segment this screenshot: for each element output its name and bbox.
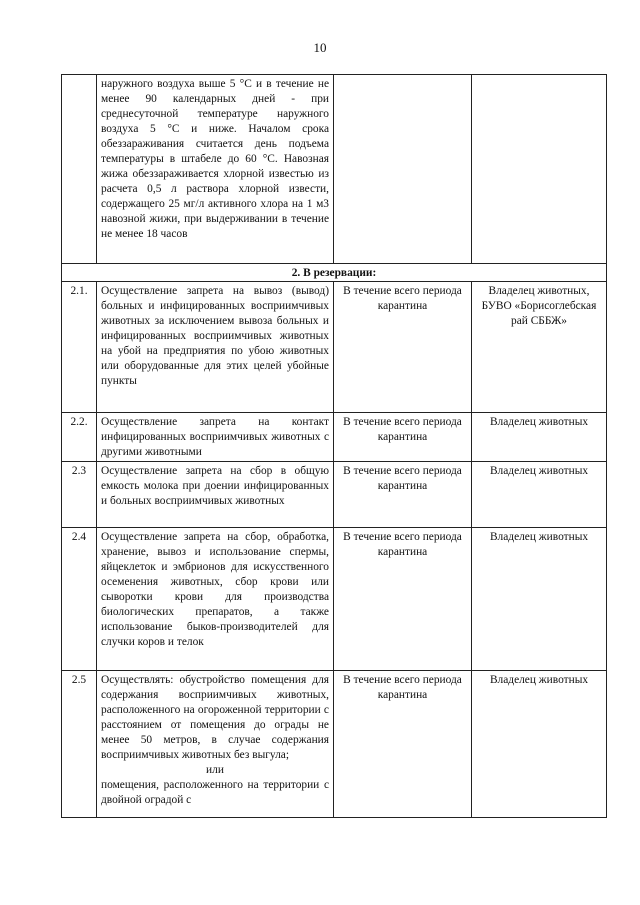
responsible-cell: Владелец животных bbox=[472, 671, 607, 818]
row-number: 2.1. bbox=[62, 282, 97, 413]
action-cell bbox=[97, 671, 334, 818]
action-or-text: или bbox=[206, 764, 224, 776]
action-cell: Осуществление запрета на вывоз (вывод) больных и инфицированных восприимчивых животных за исключением вывоза больных и инфицированных восприимчивых животных на убой на предприятия по убою животных или оборудованные для этих целей убойные пункты bbox=[97, 282, 334, 413]
action-cell: Осуществление запрета на контакт инфицированных восприимчивых животных с другими животными bbox=[97, 413, 334, 462]
row-number: 2.5 bbox=[62, 671, 97, 818]
action-cell: наружного воздуха выше 5 °С и в течение не менее 90 календарных дней - при среднесуточной температуре наружного воздуха 5 °С и ниже. Началом срока обеззараживания считается день подъема температуры в штабеле до 60 °С. Навозная жижа обеззараживается хлорной известью из расчета 0,5 л раствора хлорной извести, содержащего 25 мг/л активного хлора на 1 м3 навозной жижи, при выдерживании в течение не менее 18 часов bbox=[97, 75, 334, 264]
responsible-cell: Владелец животных, БУВО «Борисоглебская рай СББЖ» bbox=[472, 282, 607, 413]
table-row bbox=[62, 671, 607, 818]
table-row bbox=[62, 413, 607, 462]
table-row-continuation bbox=[62, 75, 607, 264]
term-cell: В течение всего периода карантина bbox=[334, 528, 472, 671]
action-text-continued: помещения, расположенного на территории с двойной оградой с bbox=[101, 779, 329, 806]
action-cell: Осуществление запрета на сбор, обработка, хранение, вывоз и использование спермы, яйцеклеток и эмбрионов для искусственного осеменения животных, сбор крови или сыворотки крови для производства биологических препаратов, а также использование быков-производителей для случки коров и телок bbox=[97, 528, 334, 671]
section-header-row bbox=[62, 264, 607, 282]
row-number: 2.2. bbox=[62, 413, 97, 462]
row-number: 2.4 bbox=[62, 528, 97, 671]
responsible-cell: Владелец животных bbox=[472, 413, 607, 462]
measures-table bbox=[61, 74, 607, 818]
page-number: 10 bbox=[313, 40, 327, 55]
action-cell: Осуществление запрета на сбор в общую емкость молока при доении инфицированных и больных восприимчивых животных bbox=[97, 462, 334, 528]
section-title: 2. В резервации: bbox=[62, 264, 607, 282]
term-cell: В течение всего периода карантина bbox=[334, 671, 472, 818]
table-row bbox=[62, 528, 607, 671]
row-number-cell bbox=[62, 75, 97, 264]
table-row bbox=[62, 282, 607, 413]
term-cell: В течение всего периода карантина bbox=[334, 413, 472, 462]
table-row bbox=[62, 462, 607, 528]
term-cell: В течение всего периода карантина bbox=[334, 282, 472, 413]
responsible-cell: Владелец животных bbox=[472, 528, 607, 671]
term-cell bbox=[334, 75, 472, 264]
term-cell: В течение всего периода карантина bbox=[334, 462, 472, 528]
action-text: Осуществлять: обустройство помещения для содержания восприимчивых животных, расположенного на огороженной территории с расстоянием от помещения до ограды не менее 50 метров, в случае содержания восприимчивых животных без выгула; bbox=[101, 674, 329, 761]
row-number: 2.3 bbox=[62, 462, 97, 528]
responsible-cell: Владелец животных bbox=[472, 462, 607, 528]
responsible-cell bbox=[472, 75, 607, 264]
